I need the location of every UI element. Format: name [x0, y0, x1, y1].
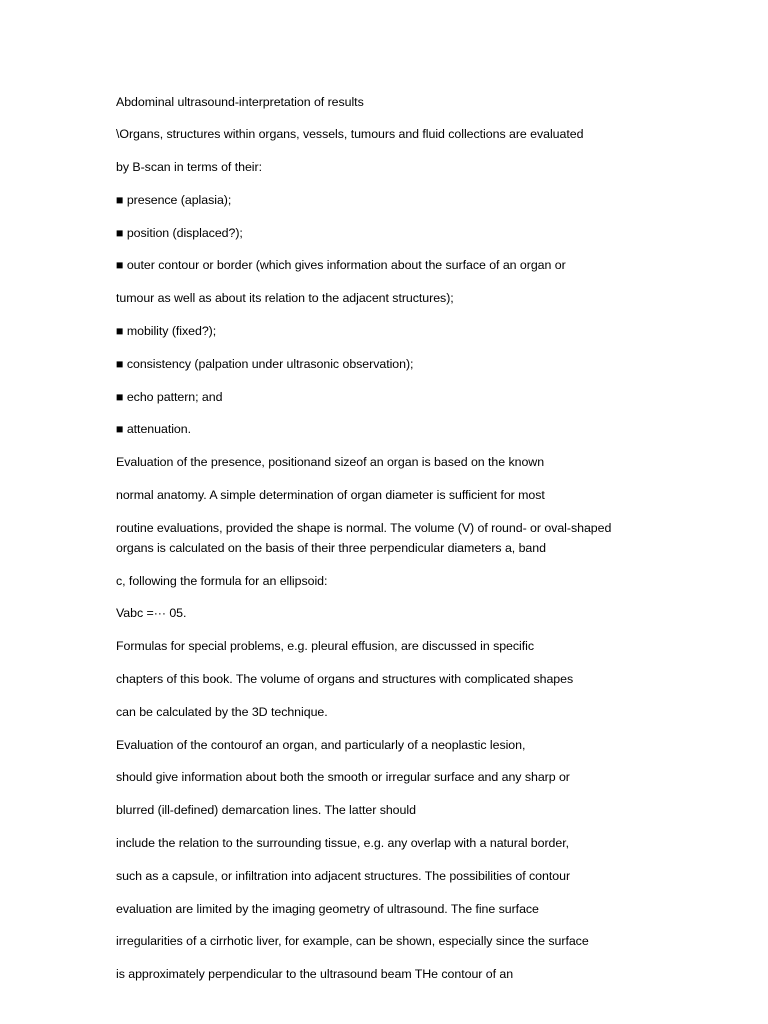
- bullet-item: ■ position (displaced?);: [116, 226, 243, 240]
- bullet-item: ■ echo pattern; and: [116, 390, 223, 404]
- paragraph-line: organs is calculated on the basis of their three perpendicular diameters a, band: [116, 541, 546, 555]
- paragraph-line: irregularities of a cirrhotic liver, for example, can be shown, especially since the surface: [116, 934, 589, 948]
- paragraph-line: chapters of this book. The volume of organs and structures with complicated shapes: [116, 672, 574, 686]
- paragraph-line: Formulas for special problems, e.g. pleural effusion, are discussed in specific: [116, 639, 534, 653]
- paragraph-line: \Organs, structures within organs, vessels, tumours and fluid collections are evaluated: [116, 127, 584, 141]
- document-title: Abdominal ultrasound-interpretation of results: [116, 95, 364, 109]
- paragraph-line: evaluation are limited by the imaging geometry of ultrasound. The fine surface: [116, 902, 539, 916]
- paragraph-line: blurred (ill-defined) demarcation lines. The latter should: [116, 803, 416, 817]
- formula-line: Vabc =··· 05.: [116, 606, 187, 620]
- paragraph-line: c, following the formula for an ellipsoid:: [116, 574, 328, 588]
- paragraph-line: include the relation to the surrounding tissue, e.g. any overlap with a natural border,: [116, 836, 570, 850]
- bullet-item: ■ outer contour or border (which gives information about the surface of an organ or: [116, 258, 566, 272]
- paragraph-line: such as a capsule, or infiltration into adjacent structures. The possibilities of contour: [116, 869, 571, 883]
- paragraph-line: normal anatomy. A simple determination of organ diameter is sufficient for most: [116, 488, 545, 502]
- paragraph-line: tumour as well as about its relation to the adjacent structures);: [116, 291, 454, 305]
- bullet-item: ■ mobility (fixed?);: [116, 324, 217, 338]
- bullet-item: ■ consistency (palpation under ultrasonic observation);: [116, 357, 414, 371]
- bullet-item: ■ attenuation.: [116, 422, 191, 436]
- paragraph-line: by B-scan in terms of their:: [116, 160, 262, 174]
- paragraph-line: routine evaluations, provided the shape is normal. The volume (V) of round- or oval-shaped: [116, 521, 612, 535]
- paragraph-line: Evaluation of the presence, positionand sizeof an organ is based on the known: [116, 455, 545, 469]
- bullet-item: ■ presence (aplasia);: [116, 193, 232, 207]
- paragraph-line: can be calculated by the 3D technique.: [116, 705, 328, 719]
- paragraph-line: is approximately perpendicular to the ultrasound beam THe contour of an: [116, 967, 514, 981]
- paragraph-line: should give information about both the smooth or irregular surface and any sharp or: [116, 770, 570, 784]
- paragraph-line: Evaluation of the contourof an organ, and particularly of a neoplastic lesion,: [116, 738, 526, 752]
